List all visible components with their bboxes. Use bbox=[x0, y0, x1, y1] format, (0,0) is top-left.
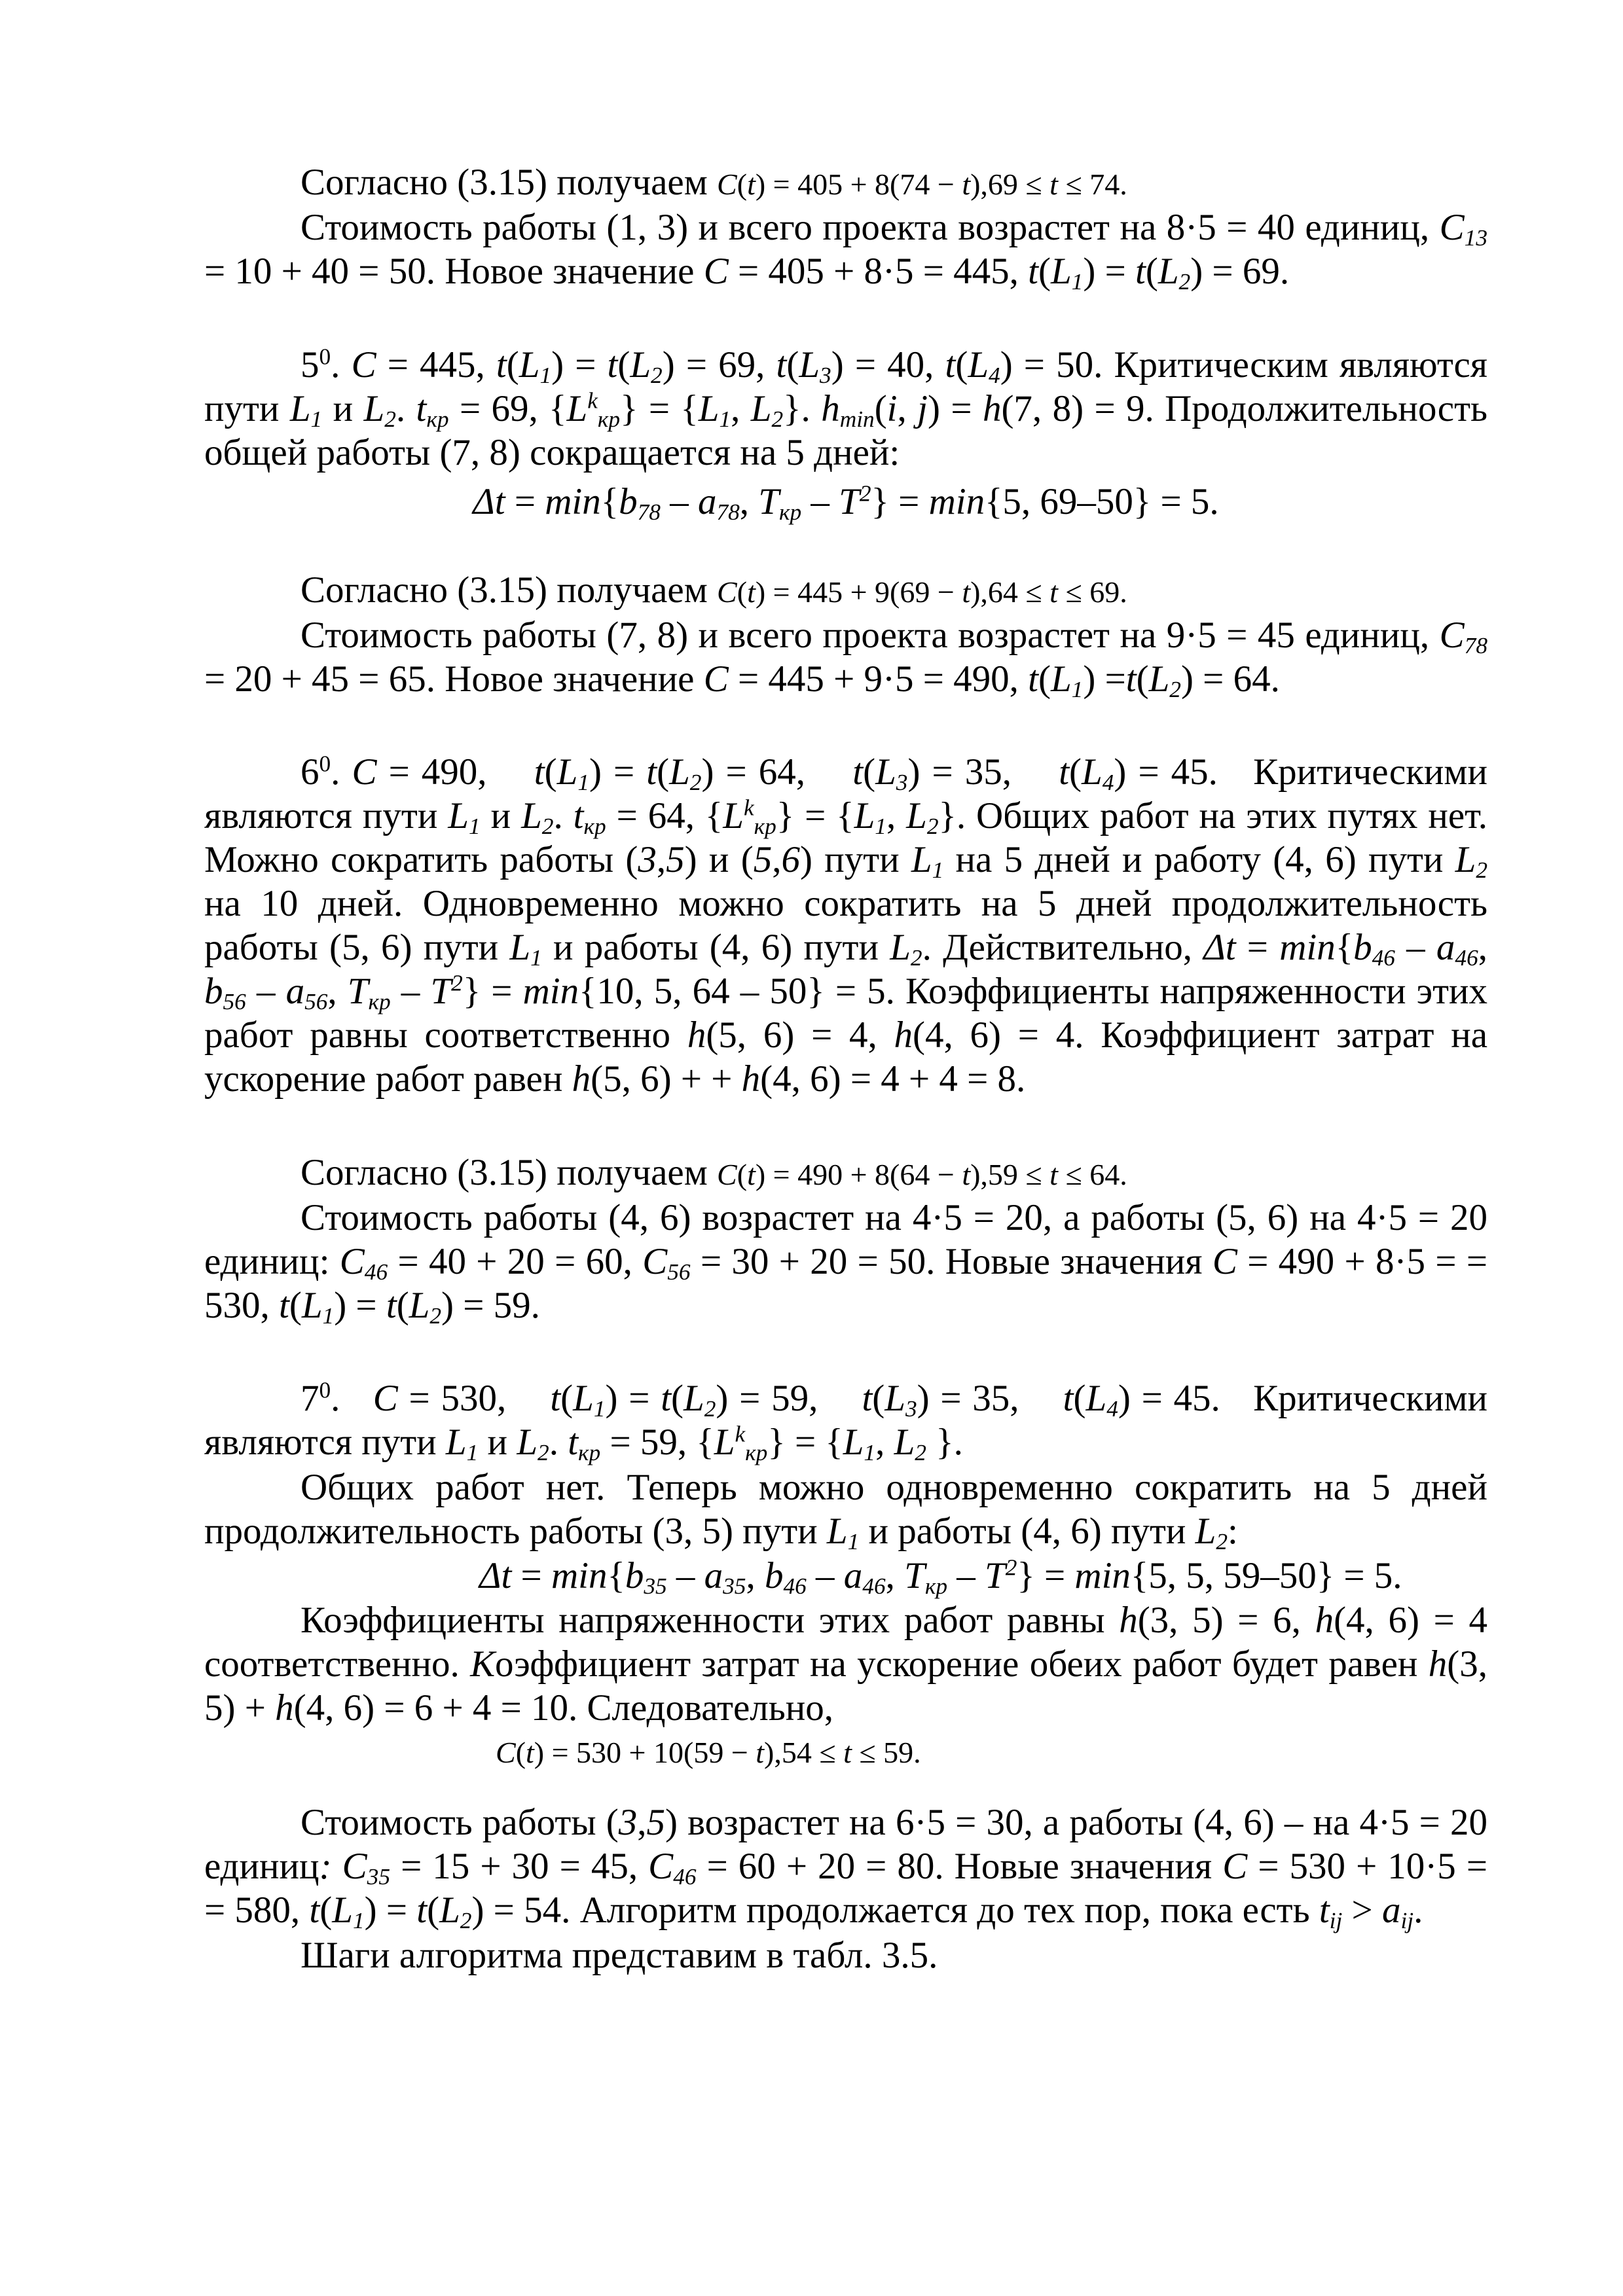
paragraph-table-ref: Шаги алгоритма представим в табл. 3.5. bbox=[301, 1935, 938, 1976]
paragraph-cost-formula-2: Согласно (3.15) получаем C(t) = 445 + 9(69 − t),64 ≤ t ≤ 69. bbox=[301, 569, 1127, 611]
paragraph-cost-46-56: Стоимость работы (4, 6) возрастет на 4·5 = 20, а работы (5, 6) на 4·5 = 20 единиц: $C_{46} = 40 + 20 = 60$, $C_{56} = 30 + 20 = 50$. Новые значения C = 490 + 8·5 = = 530, $t(L_1) = t(L_2) = 59$. bbox=[204, 1197, 1487, 1329]
paragraph-cost-78: Стоимость работы (7, 8) и всего проекта возрастет на 9·5 = 45 единиц, $C_{78} = 20 + 45 = 65$. Новое значение C = 445 + 9·5 = 490, $t(L_1) =t(L_2) = 64$. bbox=[204, 615, 1487, 702]
paragraph-cost-35-46: Стоимость работы (3,5) возрастет на 6·5 = 30, а работы (4, 6) – на 4·5 = 20 единиц: $C_{35} = 15 + 30 = 45$, $C_{46} = 60 + 20 = 80$. Новые значения C = 530 + 10·5 = = 580, $t(L_1) = t(L_2) = 54$. Алгоритм продолжается до тех пор, пока есть $t_{ij} > a_{ij}$. bbox=[204, 1802, 1488, 1933]
paragraph-step-5: $5^0$. C = 445, $t(L_1) = t(L_2) = 69$, $t(L_3) = 40$, $t(L_4) = 50$. Критическим являются пути $L_1$ и $L_2$. $t_{кр} = 69$, $\{L^k_{кр}\} = \{L_1$, $L_2$}. $h_{min}(i$, j) = h(7, 8) = 9. Продолжительность общей работы (7, 8) сокращается на 5 дней: bbox=[204, 344, 1488, 473]
paragraph-no-common-works: Общих работ нет. Теперь можно одновременно сократить на 5 дней продолжительность работы (3, 5) пути $L_1$ и работы (4, 6) пути $L_2$: bbox=[204, 1467, 1487, 1554]
paragraph-coefficients: Коэффициенты напряженности этих работ равны h(3, 5) = 6, h(4, 6) = 4 соответственно. Коэффициент затрат на ускорение обеих работ будет равен h(3, 5) + h(4, 6) = 6 + 4 = 10. Следовательно, bbox=[204, 1600, 1488, 1729]
formula-delta-t-1: $\Delta t = \min\{b_{78} - a_{78}$, $T_{кр} - T^2\} = \min\{5$, 69–50} = 5. bbox=[473, 480, 1219, 525]
formula-cost-4: C(t) = 530 + 10(59 − t),54 ≤ t ≤ 59. bbox=[496, 1736, 921, 1769]
paragraph-step-6: $6^0$. C = 490, $t(L_1) = t(L_2) = 64$, $t(L_3) = 35$, $t(L_4) = 45$. Критическими являются пути $L_1$ и $L_2$. $t_{кр} = 64$, $\{L^k_{кр}\} = \{L_1$, $L_2$}. Общих работ на этих путях нет. Можно сократить работы (3,5) и (5,6) пути $L_1$ на 5 дней и работу (4, 6) пути $L_2$ на 10 дней. Одновременно можно сократить на 5 дней продолжительность работы (5, 6) пути $L_1$ и работы (4, 6) пути $L_2$. Действительно, $\Delta t = \min\{b_{46} - a_{46}$, $b_{56} - a_{56}$, $T_{кр} - T^2\} = \min\{10$, 5, 64 – 50} = 5. Коэффициенты напряженности этих работ равны соответственно h(5, 6) = 4, h(4, 6) = 4. Коэффициент затрат на ускорение работ равен h(5, 6) + + h(4, 6) = 4 + 4 = 8. bbox=[204, 751, 1488, 1100]
formula-delta-t-2: $\Delta t = \min\{b_{35} - a_{35}$, $b_{46} - a_{46}$, $T_{кр} - T^2\} = \min\{5$, 5, 59–50} = 5. bbox=[479, 1554, 1402, 1599]
paragraph-1: Согласно (3.15) получаем C(t) = 405 + 8(74 − t),69 ≤ t ≤ 74. bbox=[301, 162, 1127, 203]
paragraph-cost-formula-3: Согласно (3.15) получаем C(t) = 490 + 8(64 − t),59 ≤ t ≤ 64. bbox=[301, 1152, 1127, 1193]
paragraph-2: Стоимость работы (1, 3) и всего проекта возрастет на 8·5 = 40 единиц, $C_{13} = 10 + 40 = 50$. Новое значение C = 405 + 8·5 = 445, $t(L_1) = t(L_2) = 69$. bbox=[204, 207, 1487, 295]
paragraph-step-7: $7^0$. C = 530, $t(L_1) = t(L_2) = 59$, $t(L_3) = 35$, $t(L_4) = 45$. Критическими являются пути $L_1$ и $L_2$. $t_{кр} = 59$, $\{L^k_{кр}\} = \{L_1$, $L_2$ }. bbox=[204, 1377, 1488, 1465]
